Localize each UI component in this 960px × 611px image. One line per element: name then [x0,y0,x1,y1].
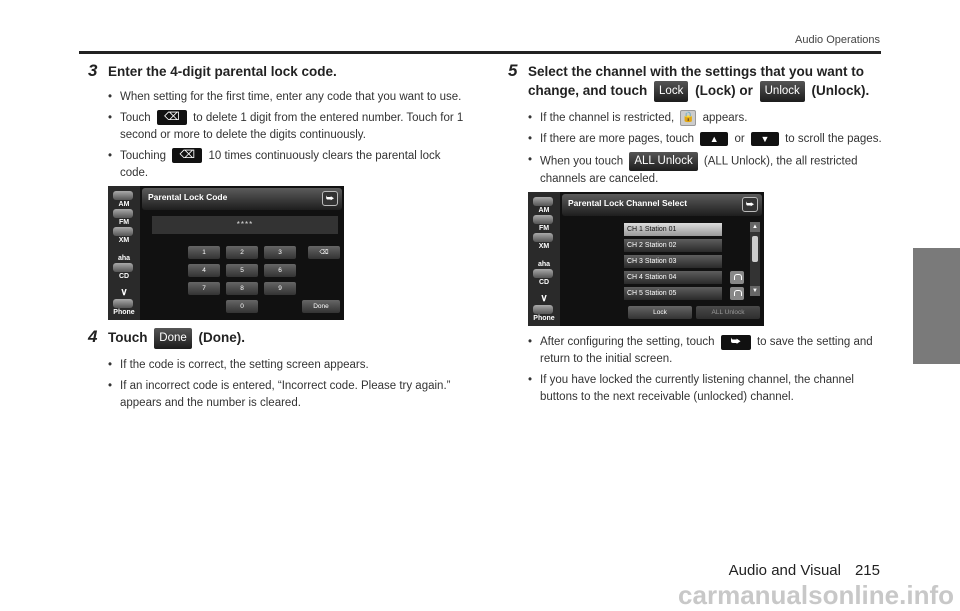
running-head: Audio Operations [795,34,880,46]
source-phone[interactable]: Phone [110,298,138,316]
key-6[interactable]: 6 [264,264,296,277]
note: • Touch ⌫ to delete 1 digit from the entered number. Touch for 1 second or more to delete the digits continuously. [108,110,468,144]
return-arrow-icon[interactable]: ⮩ [742,197,758,212]
note: • After configuring the setting, touch ⮩ to save the setting and return to the initial screen. [528,334,884,368]
page-footer [729,562,880,579]
step-title: Touch Done (Done). [108,328,245,349]
watermark: carmanualsonline.info [678,580,954,610]
channel-item[interactable]: CH 4 Station 04 [624,271,722,284]
source-cd[interactable]: CD [110,262,138,280]
key-8[interactable]: 8 [226,282,258,295]
step-5-notes-a [528,110,884,188]
key-5[interactable]: 5 [226,264,258,277]
step-3 [88,62,468,81]
padlock-icon [730,287,744,300]
triangle-up-icon[interactable]: ▲ [750,222,760,232]
chevron-down-icon[interactable]: ∨ [120,287,128,298]
note: • If you have locked the currently listening channel, the channel buttons to the next receivable (unlocked) channel. [528,372,884,406]
source-xm[interactable]: XM [530,232,558,250]
key-9[interactable]: 9 [264,282,296,295]
padlock-icon: 🔒 [680,110,696,126]
note: • When setting for the first time, enter any code that you want to use. [108,89,468,106]
key-1[interactable]: 1 [188,246,220,259]
source-am[interactable]: AM [530,196,558,214]
channel-item[interactable]: CH 3 Station 03 [624,255,722,268]
lock-label: Lock [654,81,688,102]
all-unlock-button[interactable]: ALL Unlock [696,306,760,319]
step-number: 4 [88,327,98,346]
note: • Touching ⌫ 10 times continuously clears the parental lock code. [108,148,468,182]
right-column [508,62,884,410]
parental-lock-code-screen [108,186,344,320]
note: • When you touch ALL Unlock (ALL Unlock), the all restricted channels are canceled. [528,152,884,188]
source-fm[interactable]: FM [110,208,138,226]
key-3[interactable]: 3 [264,246,296,259]
source-cd[interactable]: CD [530,268,558,286]
source-sidebar [108,186,140,320]
left-column [88,62,468,416]
backspace-icon: ⌫ [172,148,202,163]
step-number: 5 [508,61,518,80]
all-unlock-label: ALL Unlock [629,152,697,171]
screen-title-bar [562,194,762,216]
return-arrow-icon[interactable]: ⮩ [322,191,338,206]
channel-list [624,223,722,303]
unlock-label: Unlock [760,81,805,102]
done-button[interactable]: Done [302,300,340,313]
note: • If the channel is restricted, 🔒 appears. [528,110,884,127]
triangle-down-icon[interactable]: ▼ [750,286,760,296]
channel-item[interactable]: CH 1 Station 01 [624,223,722,236]
step-title: Enter the 4-digit parental lock code. [108,64,337,79]
screen-title: Parental Lock Channel Select [568,198,688,209]
channel-item[interactable]: CH 2 Station 02 [624,239,722,252]
source-sidebar [528,192,560,326]
source-aha[interactable]: aha [117,255,131,262]
scrollbar[interactable] [750,222,760,296]
note: • If an incorrect code is entered, “Incorrect code. Please try again.” appears and the number is cleared. [108,378,468,412]
padlock-icon [730,271,744,284]
triangle-up-icon: ▲ [700,132,728,146]
done-label: Done [154,328,192,349]
top-rule [79,51,881,54]
step-4-notes [108,357,468,412]
triangle-down-icon: ▼ [751,132,779,146]
code-display: **** [152,216,338,234]
screen-title: Parental Lock Code [148,192,228,202]
screen-title-bar [142,188,342,210]
key-2[interactable]: 2 [226,246,258,259]
footer-section: Audio and Visual [728,562,841,579]
scroll-thumb[interactable] [752,236,758,262]
page-number: 215 [854,562,880,579]
key-7[interactable]: 7 [188,282,220,295]
chevron-down-icon[interactable]: ∨ [540,293,548,305]
return-arrow-icon: ⮩ [721,335,751,350]
backspace-icon: ⌫ [157,110,187,125]
source-phone[interactable]: Phone [530,304,558,322]
source-aha[interactable]: aha [537,261,551,269]
key-0[interactable]: 0 [226,300,258,313]
step-5-notes-b [528,334,884,406]
step-number: 3 [88,61,98,80]
step-5 [508,62,884,102]
section-tab [913,248,960,364]
step-title: Select the channel with the settings that you want to change, and touch Lock (Lock) or Unlock (Unlock). [528,62,884,102]
note: • If the code is correct, the setting screen appears. [108,357,468,374]
parental-lock-channel-screen [528,192,764,326]
step-3-notes [108,89,468,182]
source-fm[interactable]: FM [530,214,558,232]
source-am[interactable]: AM [110,190,138,208]
source-xm[interactable]: XM [110,226,138,244]
key-4[interactable]: 4 [188,264,220,277]
step-4 [88,328,468,349]
note: • If there are more pages, touch ▲ or ▼ to scroll the pages. [528,131,884,148]
backspace-icon[interactable]: ⌫ [308,246,340,259]
lock-button[interactable]: Lock [628,306,692,319]
channel-item[interactable]: CH 5 Station 05 [624,287,722,300]
